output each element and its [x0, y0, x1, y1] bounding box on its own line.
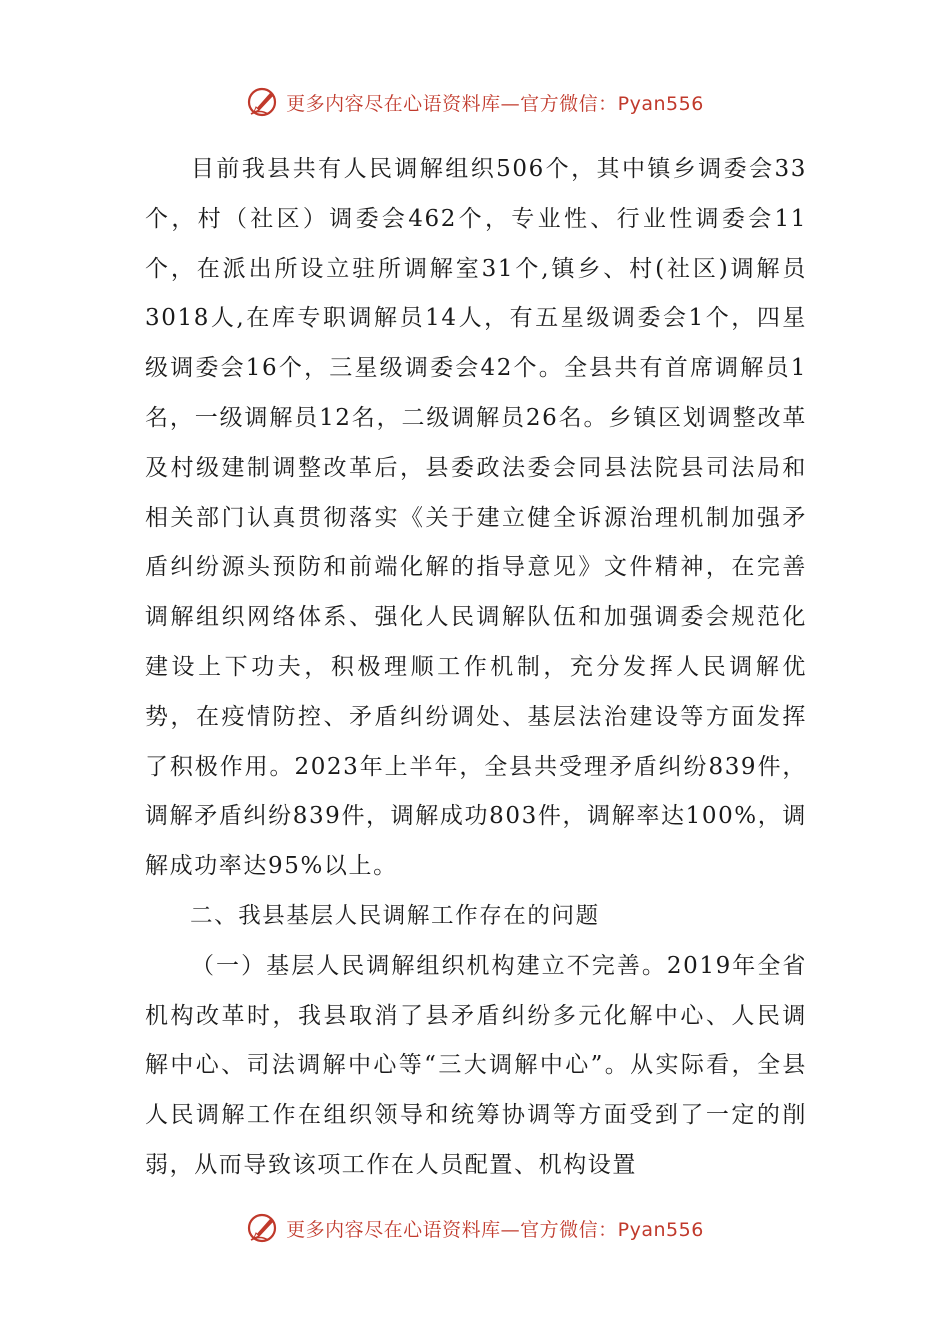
paragraph-overview: 目前我县共有人民调解组织506个，其中镇乡调委会33个，村（社区）调委会462个，专业性、行业性调委会11个，在派出所设立驻所调解室31个,镇乡、村(社区)调解员3018人,在库专职调解员14人，有五星级调委会1个，四星级调委会16个，三星级调委会42个。全县共有首席调解员1名，一级调解员12名，二级调解员26名。乡镇区划调整改革及村级建制调整改革后，县委政法委会同县法院县司法局和相关部门认真贯彻落实《关于建立健全诉源治理机制加强矛盾纠纷源头预防和前端化解的指导意见》文件精神，在完善调解组织网络体系、强化人民调解队伍和加强调委会规范化建设上下功夫，积极理顺工作机制，充分发挥人民调解优势，在疫情防控、矛盾纠纷调处、基层法治建设等方面发挥了积极作用。2023年上半年，全县共受理矛盾纠纷839件，调解矛盾纠纷839件，调解成功803件，调解率达100%，调解成功率达95%以上。 [145, 156, 807, 880]
banner-wechat-id: Pyan556 [617, 92, 704, 115]
footer-banner [0, 1208, 950, 1248]
pen-circle-logo-icon [246, 85, 280, 119]
banner-caption: 更多内容尽在心语资料库—官方微信： [286, 1218, 618, 1241]
banner-wechat-id: Pyan556 [617, 1218, 704, 1241]
banner-text [286, 89, 704, 116]
section-heading-problems: 二、我县基层人民调解工作存在的问题 [190, 902, 600, 929]
document-body [145, 145, 807, 1191]
banner-caption: 更多内容尽在心语资料库—官方微信： [286, 92, 618, 115]
pen-circle-logo-icon [246, 1211, 280, 1245]
banner-text [286, 1215, 704, 1242]
header-banner [0, 82, 950, 122]
paragraph-problem-1: （一）基层人民调解组织机构建立不完善。2019年全省机构改革时，我县取消了县矛盾纠纷多元化解中心、人民调解中心、司法调解中心等“三大调解中心”。从实际看，全县人民调解工作在组织领导和统筹协调等方面受到了一定的削弱，从而导致该项工作在人员配置、机构设置 [145, 952, 807, 1178]
